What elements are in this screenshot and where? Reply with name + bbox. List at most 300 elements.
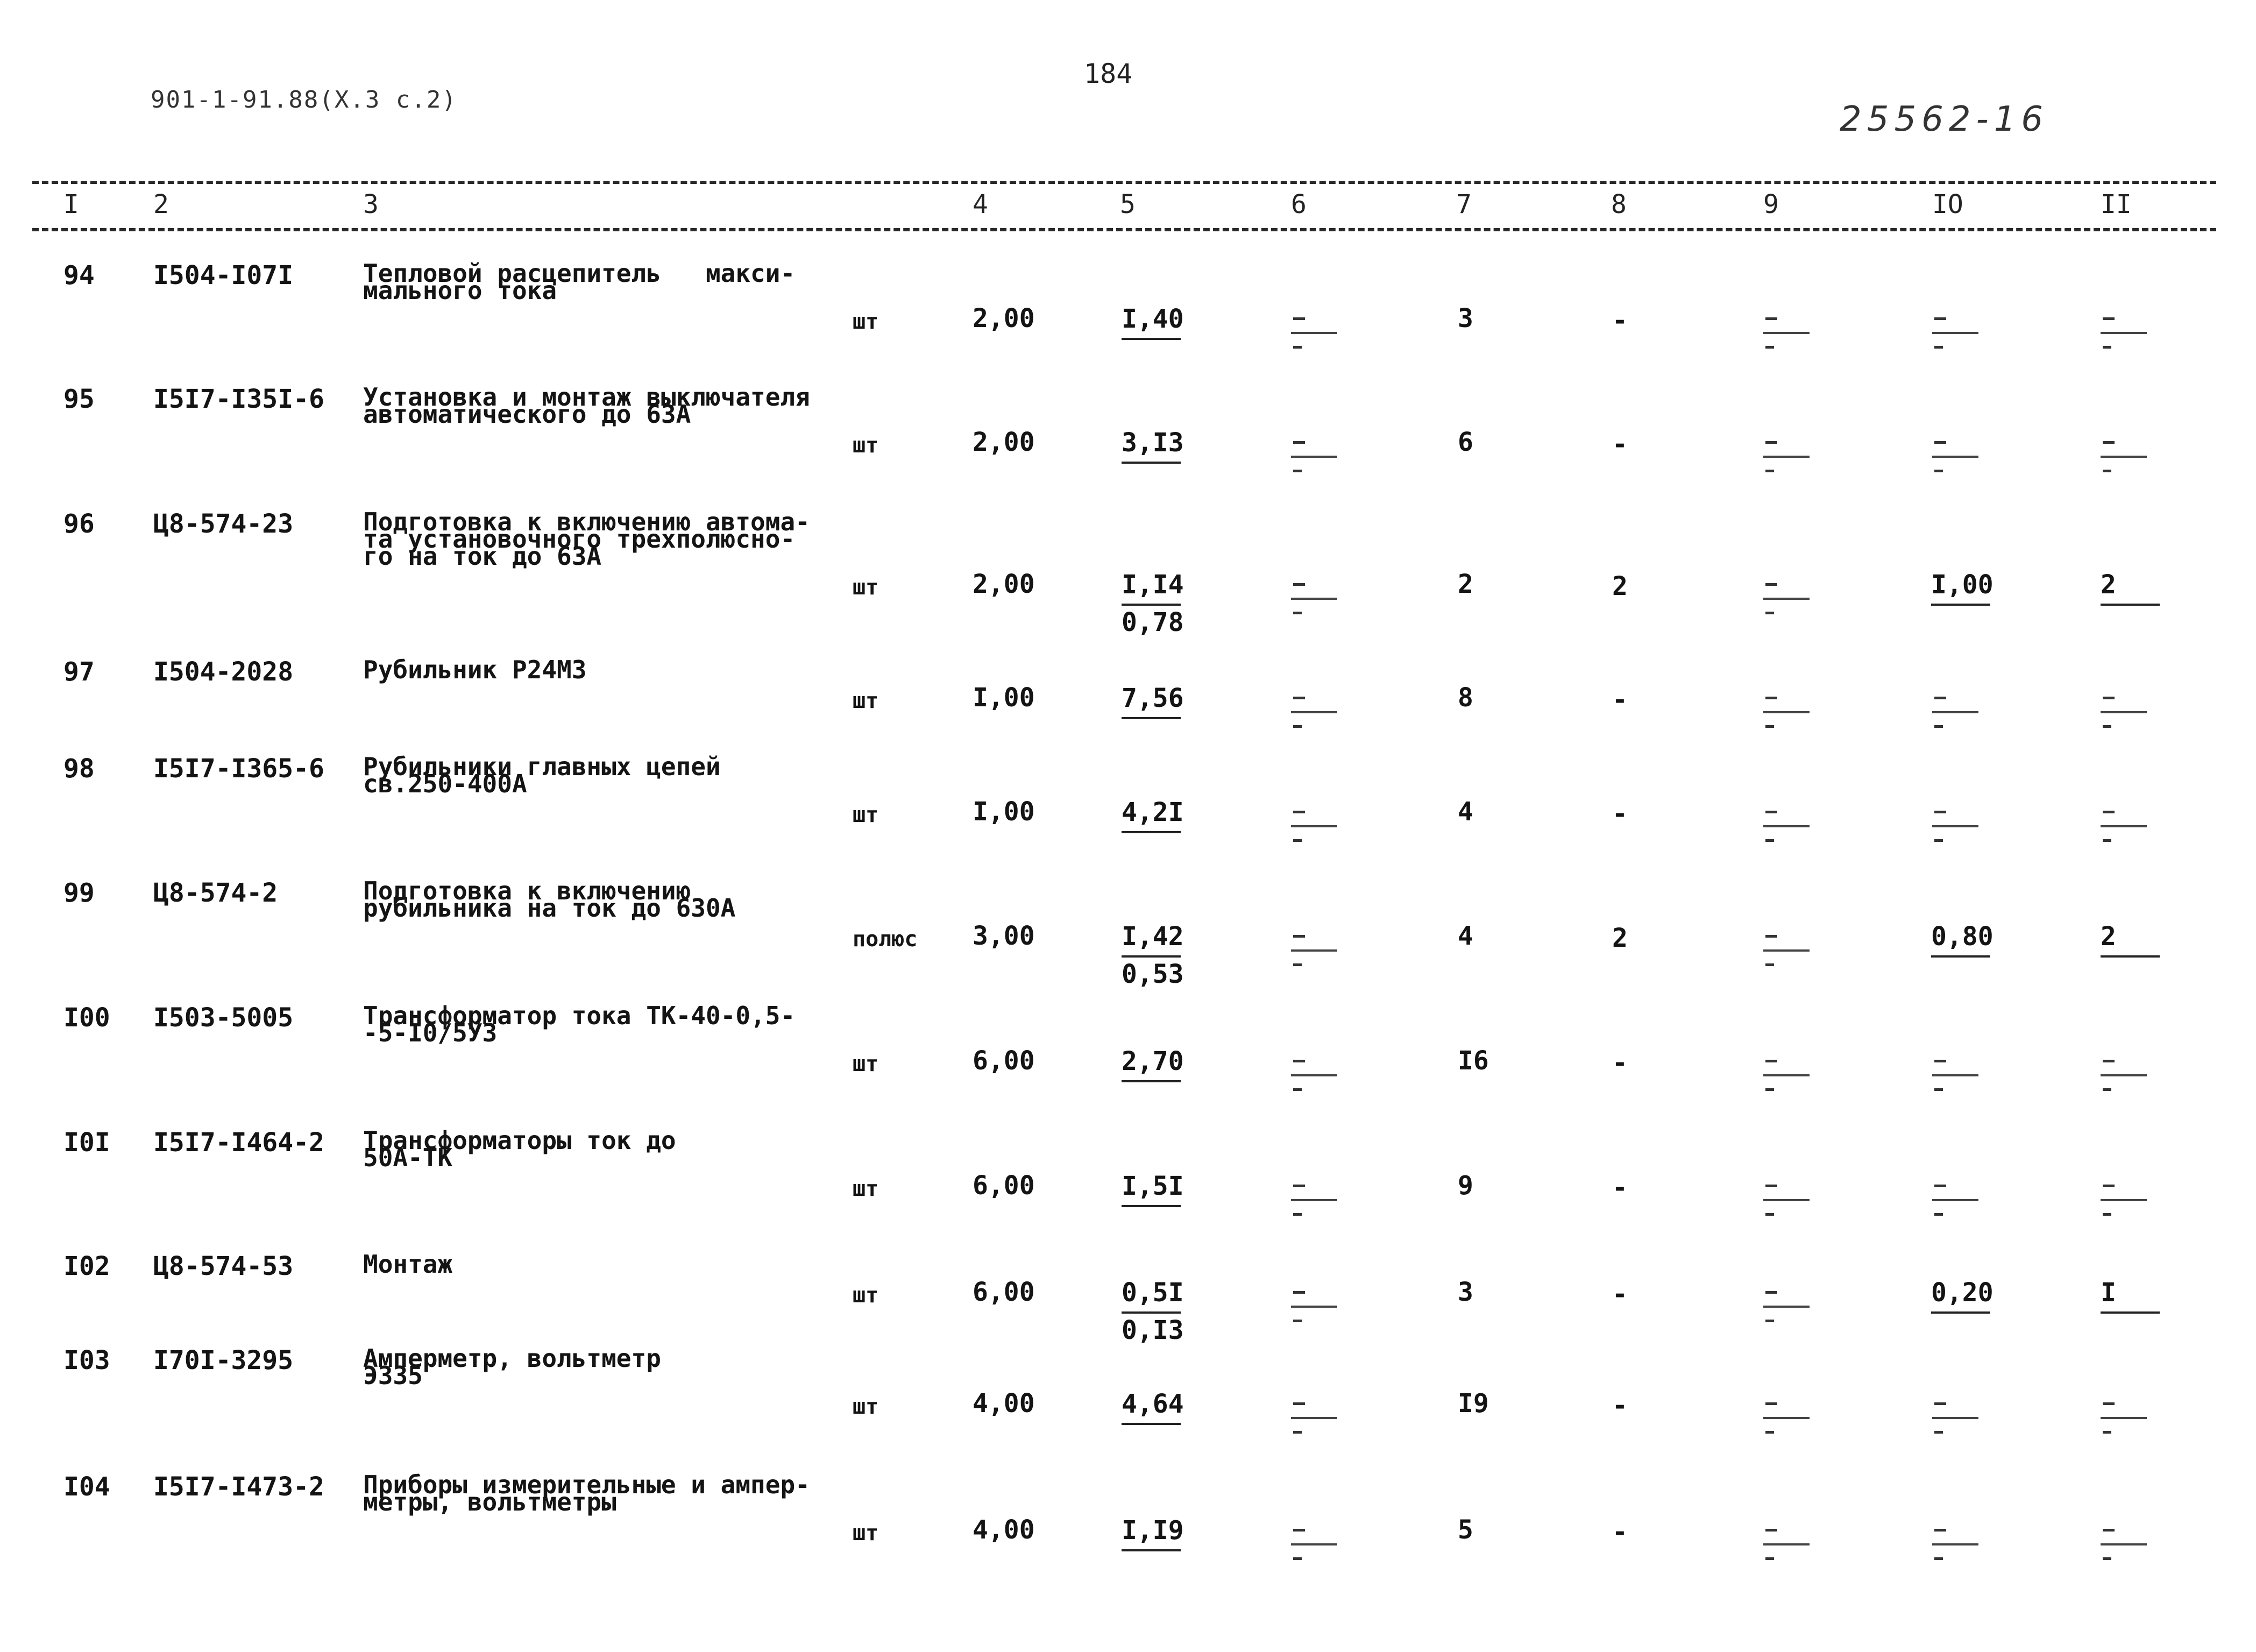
row-col9-marks-bar — [1763, 332, 1810, 334]
row-name: Монтаж — [363, 1250, 453, 1279]
row-col10-marks-bottom — [1934, 346, 1943, 349]
row-col6-marks-bar — [1291, 711, 1337, 713]
row-col5-divider — [1122, 1205, 1181, 1207]
row-col5-denominator — [1122, 722, 1184, 733]
row-col10-marks — [1932, 811, 1981, 842]
row-col11-marks-top — [2103, 1185, 2115, 1187]
row-code: I5I7-I365-6 — [153, 754, 324, 784]
row-col9-marks-bottom — [1765, 1431, 1774, 1434]
row-col11-marks-top — [2103, 317, 2115, 320]
row-col7: I6 — [1458, 1046, 1489, 1076]
row-col10-marks-bar — [1932, 456, 1978, 458]
archive-stamp: 25562-16 — [1840, 100, 2049, 139]
row-col10-denominator — [1931, 609, 1993, 620]
row-col11-marks-bottom — [2103, 346, 2111, 349]
row-col6-marks-top — [1293, 1529, 1305, 1532]
row-col9-marks — [1763, 935, 1812, 966]
row-col10-marks — [1932, 317, 1981, 349]
row-col5-numerator: 3,I3 — [1122, 428, 1184, 458]
row-quantity: 3,00 — [973, 921, 1035, 951]
row-col11-marks-bar — [2101, 1543, 2147, 1545]
column-header-6: 6 — [1291, 189, 1307, 219]
row-col5-divider — [1122, 1080, 1181, 1082]
row-col10 — [1931, 923, 1993, 972]
row-col6-marks-top — [1293, 441, 1305, 444]
row-quantity: 2,00 — [973, 427, 1035, 457]
row-col5-denominator: 0,78 — [1122, 607, 1184, 637]
row-col6-marks-bar — [1291, 949, 1337, 952]
row-col5-divider — [1122, 717, 1181, 719]
row-col10-marks — [1932, 697, 1981, 728]
row-col10-marks-bottom — [1934, 1088, 1943, 1091]
row-col10-marks-bottom — [1934, 839, 1943, 842]
row-col6-marks-bottom — [1293, 839, 1302, 842]
row-col5 — [1122, 306, 1184, 354]
row-col10-marks-bottom — [1934, 1431, 1943, 1434]
column-header-1: I — [63, 189, 79, 219]
row-col5-numerator: I,I9 — [1122, 1515, 1184, 1545]
column-header-11: II — [2101, 189, 2132, 219]
row-col9-marks — [1763, 1402, 1812, 1434]
row-number: I04 — [63, 1472, 110, 1502]
column-header-7: 7 — [1456, 189, 1472, 219]
row-col11-marks-bar — [2101, 825, 2147, 827]
row-col9-marks-bar — [1763, 1199, 1810, 1201]
row-col10-marks-top — [1934, 317, 1946, 320]
row-col6-marks — [1291, 935, 1339, 966]
row-col8: - — [1612, 1391, 1628, 1421]
row-col11-marks-bottom — [2103, 1431, 2111, 1434]
row-unit: шт — [853, 689, 879, 713]
row-col11-marks — [2101, 441, 2149, 472]
row-col5 — [1122, 429, 1184, 478]
row-code: I5I7-I464-2 — [153, 1128, 324, 1158]
row-col5-numerator: I,40 — [1122, 304, 1184, 334]
row-col11-marks-bottom — [2103, 1088, 2111, 1091]
row-col5-numerator: 4,64 — [1122, 1389, 1184, 1419]
row-col10-numerator: I,00 — [1931, 570, 1993, 600]
page-number: 184 — [1084, 58, 1133, 89]
row-col11 — [2101, 923, 2160, 972]
row-col9-marks-top — [1765, 697, 1777, 699]
row-col8: 2 — [1612, 923, 1628, 953]
row-col7: 4 — [1458, 797, 1473, 827]
row-col9-marks — [1763, 811, 1812, 842]
row-col11-marks-bar — [2101, 1074, 2147, 1076]
row-col9-marks — [1763, 1185, 1812, 1216]
row-col6-marks-top — [1293, 1402, 1305, 1405]
row-col8: 2 — [1612, 571, 1628, 601]
row-col6-marks-bottom — [1293, 470, 1302, 472]
row-col9-marks-bottom — [1765, 1557, 1774, 1560]
row-col11-marks-bar — [2101, 332, 2147, 334]
row-col11-numerator: 2 — [2101, 570, 2116, 600]
row-col6-marks-bottom — [1293, 1431, 1302, 1434]
row-unit: шт — [853, 1394, 879, 1419]
row-col6-marks-bar — [1291, 825, 1337, 827]
row-name: Подготовка к включению автома- та установочного трехполюсно- го на ток до 63А — [363, 507, 810, 571]
row-col11-marks-bottom — [2103, 839, 2111, 842]
row-col9-marks — [1763, 441, 1812, 472]
row-col5-numerator: 4,2I — [1122, 797, 1184, 827]
row-col5-denominator: 0,I3 — [1122, 1315, 1184, 1345]
row-name: Амперметр, вольтметр Э335 — [363, 1344, 661, 1390]
row-col10-numerator: 0,20 — [1931, 1278, 1993, 1308]
row-col6-marks-bar — [1291, 598, 1337, 600]
row-col11-marks — [2101, 697, 2149, 728]
row-col5-divider — [1122, 831, 1181, 833]
row-col10-marks-bottom — [1934, 470, 1943, 472]
row-col7: 5 — [1458, 1515, 1473, 1545]
row-col11-denominator — [2101, 609, 2160, 620]
row-name: Приборы измерительные и ампер- метры, вольтметры — [363, 1470, 810, 1516]
row-col11-marks — [2101, 811, 2149, 842]
row-col11-divider — [2101, 604, 2160, 606]
row-quantity: 6,00 — [973, 1277, 1035, 1307]
row-col10-marks-bar — [1932, 1199, 1978, 1201]
row-col10-marks-bottom — [1934, 1213, 1943, 1216]
row-col5-denominator — [1122, 1555, 1184, 1565]
row-col11-denominator — [2101, 961, 2160, 972]
row-col8: - — [1612, 799, 1628, 829]
row-col5-divider — [1122, 338, 1181, 340]
row-col5 — [1122, 1517, 1184, 1565]
row-col5 — [1122, 1279, 1184, 1344]
row-name: Тепловой расцепитель макси- мального тока — [363, 259, 796, 305]
row-col11-marks-top — [2103, 1060, 2115, 1062]
row-col9-marks — [1763, 1060, 1812, 1091]
row-col11-marks-bar — [2101, 1417, 2147, 1419]
row-col6-marks-top — [1293, 317, 1305, 320]
row-number: 97 — [63, 657, 95, 687]
row-unit: шт — [853, 575, 879, 600]
row-name: Установка и монтаж выключателя автоматического до 63А — [363, 382, 810, 429]
row-col11-marks-top — [2103, 1529, 2115, 1532]
row-col9-marks-top — [1765, 1529, 1777, 1532]
row-quantity: 2,00 — [973, 303, 1035, 334]
row-col11-marks-bottom — [2103, 1557, 2111, 1560]
row-col7: 3 — [1458, 1277, 1473, 1307]
row-col6-marks — [1291, 583, 1339, 614]
row-col11-numerator: 2 — [2101, 921, 2116, 952]
row-col5-numerator: I,42 — [1122, 921, 1184, 952]
row-col6-marks — [1291, 1291, 1339, 1322]
row-col10 — [1931, 571, 1993, 620]
row-unit: шт — [853, 1521, 879, 1545]
header-rule-bottom — [32, 228, 2216, 231]
row-col5-numerator: 0,5I — [1122, 1278, 1184, 1308]
row-col6-marks-bar — [1291, 1199, 1337, 1201]
row-col9-marks-top — [1765, 811, 1777, 813]
row-col10-marks-bar — [1932, 1074, 1978, 1076]
row-col10-marks-bar — [1932, 1417, 1978, 1419]
column-header-2: 2 — [153, 189, 169, 219]
row-col9-marks-top — [1765, 1291, 1777, 1294]
row-col5 — [1122, 923, 1184, 988]
row-col6-marks-bottom — [1293, 346, 1302, 349]
row-col6-marks-bar — [1291, 332, 1337, 334]
row-col9-marks — [1763, 697, 1812, 728]
row-col10-marks-bar — [1932, 332, 1978, 334]
row-col10-divider — [1931, 955, 1990, 958]
row-col6-marks — [1291, 1402, 1339, 1434]
header-rule-top — [32, 181, 2216, 184]
row-col7: 9 — [1458, 1171, 1473, 1201]
row-col5-denominator — [1122, 467, 1184, 478]
row-col11-marks-bar — [2101, 1199, 2147, 1201]
row-col9-marks-bottom — [1765, 963, 1774, 966]
row-col10-divider — [1931, 1311, 1990, 1314]
row-code: I5I7-I35I-6 — [153, 384, 324, 414]
row-col6-marks-top — [1293, 1185, 1305, 1187]
row-name: Подготовка к включению рубильника на ток до 630А — [363, 876, 736, 923]
row-col6-marks-top — [1293, 1291, 1305, 1294]
row-col6-marks-bar — [1291, 1543, 1337, 1545]
row-col11-marks-bar — [2101, 711, 2147, 713]
row-col9-marks-bottom — [1765, 470, 1774, 472]
row-unit: шт — [853, 1176, 879, 1201]
row-col10-marks-top — [1934, 1060, 1946, 1062]
row-col5-divider — [1122, 462, 1181, 464]
row-col9-marks-top — [1765, 1402, 1777, 1405]
row-col9-marks-bar — [1763, 1417, 1810, 1419]
row-col9-marks — [1763, 1291, 1812, 1322]
row-col9-marks-bar — [1763, 825, 1810, 827]
row-col6-marks — [1291, 811, 1339, 842]
row-number: 94 — [63, 260, 95, 290]
row-col11-marks-top — [2103, 441, 2115, 444]
row-col9-marks-top — [1765, 1060, 1777, 1062]
row-number: 98 — [63, 754, 95, 784]
row-col6-marks-bar — [1291, 456, 1337, 458]
row-col5-divider — [1122, 1423, 1181, 1425]
row-col11-marks-bottom — [2103, 725, 2111, 728]
row-unit: шт — [853, 1052, 879, 1076]
row-col9-marks-bottom — [1765, 725, 1774, 728]
row-col9-marks-bottom — [1765, 1088, 1774, 1091]
row-col10-marks-top — [1934, 1185, 1946, 1187]
row-col6-marks-top — [1293, 811, 1305, 813]
row-col6-marks-bar — [1291, 1417, 1337, 1419]
row-col9-marks-bottom — [1765, 1213, 1774, 1216]
row-col11-marks — [2101, 1060, 2149, 1091]
row-col5-divider — [1122, 1311, 1181, 1314]
row-col10-marks — [1932, 1402, 1981, 1434]
column-header-3: 3 — [363, 189, 379, 219]
row-col9-marks-top — [1765, 1185, 1777, 1187]
row-col5-denominator — [1122, 836, 1184, 847]
row-col10-marks — [1932, 1185, 1981, 1216]
row-col8: - — [1612, 306, 1628, 336]
row-name: Трансформатор тока ТК-40-0,5- -5-I0/5У3 — [363, 1001, 796, 1047]
row-col6-marks — [1291, 1185, 1339, 1216]
row-col5-numerator: 2,70 — [1122, 1046, 1184, 1076]
row-col6-marks-bottom — [1293, 963, 1302, 966]
row-col5-denominator — [1122, 1086, 1184, 1096]
row-col11-marks-bottom — [2103, 1213, 2111, 1216]
column-header-8: 8 — [1611, 189, 1627, 219]
row-number: I03 — [63, 1345, 110, 1376]
row-col5-denominator: 0,53 — [1122, 959, 1184, 989]
row-col6-marks — [1291, 1060, 1339, 1091]
row-col7: 3 — [1458, 303, 1473, 334]
row-col6-marks-top — [1293, 1060, 1305, 1062]
row-quantity: 4,00 — [973, 1388, 1035, 1419]
row-col10-denominator — [1931, 1317, 1993, 1328]
row-col9-marks-bar — [1763, 598, 1810, 600]
row-col9-marks-top — [1765, 583, 1777, 586]
row-col7: 6 — [1458, 427, 1473, 457]
row-col5 — [1122, 685, 1184, 733]
row-col10-marks — [1932, 1060, 1981, 1091]
column-header-4: 4 — [973, 189, 988, 219]
row-col9-marks-top — [1765, 317, 1777, 320]
row-col10-marks-top — [1934, 1529, 1946, 1532]
row-col11-numerator: I — [2101, 1278, 2116, 1308]
row-quantity: I,00 — [973, 797, 1035, 827]
row-col8: - — [1612, 1279, 1628, 1309]
row-col9-marks — [1763, 1529, 1812, 1560]
row-col9-marks-top — [1765, 935, 1777, 938]
row-col5-denominator — [1122, 1210, 1184, 1221]
row-col7: I9 — [1458, 1388, 1489, 1419]
row-col9-marks-bar — [1763, 949, 1810, 952]
row-unit: шт — [853, 433, 879, 458]
row-col11-marks-top — [2103, 697, 2115, 699]
row-col11-marks — [2101, 1529, 2149, 1560]
row-col10 — [1931, 1279, 1993, 1328]
row-quantity: 6,00 — [973, 1046, 1035, 1076]
row-col6-marks — [1291, 317, 1339, 349]
row-col8: - — [1612, 429, 1628, 459]
row-col11-marks-top — [2103, 1402, 2115, 1405]
row-col9-marks-bar — [1763, 1074, 1810, 1076]
row-col11-divider — [2101, 1311, 2160, 1314]
column-header-5: 5 — [1120, 189, 1136, 219]
row-col9-marks-bar — [1763, 456, 1810, 458]
row-col6-marks — [1291, 441, 1339, 472]
row-quantity: I,00 — [973, 683, 1035, 713]
row-col10-divider — [1931, 604, 1990, 606]
row-col5 — [1122, 799, 1184, 847]
row-col10-marks-top — [1934, 811, 1946, 813]
row-code: I5I7-I473-2 — [153, 1472, 324, 1502]
row-col10-marks-top — [1934, 441, 1946, 444]
row-col5-numerator: 7,56 — [1122, 683, 1184, 713]
row-col9-marks-top — [1765, 441, 1777, 444]
row-quantity: 6,00 — [973, 1171, 1035, 1201]
row-number: 99 — [63, 878, 95, 908]
row-col9-marks — [1763, 317, 1812, 349]
row-col7: 8 — [1458, 683, 1473, 713]
row-col5-divider — [1122, 955, 1181, 958]
row-col6-marks-bottom — [1293, 1088, 1302, 1091]
row-col6-marks-bar — [1291, 1306, 1337, 1308]
row-col10-marks-top — [1934, 697, 1946, 699]
column-header-9: 9 — [1763, 189, 1779, 219]
row-col9-marks-bar — [1763, 1306, 1810, 1308]
row-unit: шт — [853, 803, 879, 827]
row-code: Ц8-574-2 — [153, 878, 278, 908]
row-code: Ц8-574-53 — [153, 1251, 294, 1281]
row-col9-marks-bottom — [1765, 612, 1774, 614]
row-col5-numerator: I,I4 — [1122, 570, 1184, 600]
row-col6-marks-bottom — [1293, 1557, 1302, 1560]
row-col10-marks-bottom — [1934, 1557, 1943, 1560]
row-col10-marks-bottom — [1934, 725, 1943, 728]
row-col5 — [1122, 1173, 1184, 1221]
row-col5-denominator — [1122, 343, 1184, 354]
row-unit: шт — [853, 1283, 879, 1308]
row-unit: полюс — [853, 927, 918, 952]
row-col9-marks-bar — [1763, 711, 1810, 713]
row-number: I0I — [63, 1128, 110, 1158]
row-col10-denominator — [1931, 961, 1993, 972]
row-col7: 2 — [1458, 569, 1473, 599]
row-code: I503-5005 — [153, 1003, 294, 1033]
row-col6-marks-bottom — [1293, 1213, 1302, 1216]
row-name: Рубильник Р24М3 — [363, 655, 587, 684]
row-col9-marks-bar — [1763, 1543, 1810, 1545]
row-col10-marks-bar — [1932, 711, 1978, 713]
row-col11-marks-bottom — [2103, 470, 2111, 472]
row-col11-divider — [2101, 955, 2160, 958]
row-number: 95 — [63, 384, 95, 414]
row-col8: - — [1612, 1173, 1628, 1203]
row-code: I504-I07I — [153, 260, 294, 290]
row-code: Ц8-574-23 — [153, 509, 294, 539]
row-col6-marks-top — [1293, 697, 1305, 699]
row-col5 — [1122, 1391, 1184, 1439]
row-col9-marks-bottom — [1765, 839, 1774, 842]
row-col11-marks — [2101, 317, 2149, 349]
row-col5-numerator: I,5I — [1122, 1171, 1184, 1201]
row-number: 96 — [63, 509, 95, 539]
row-col6-marks-bottom — [1293, 725, 1302, 728]
row-col6-marks-bar — [1291, 1074, 1337, 1076]
row-col6-marks — [1291, 1529, 1339, 1560]
row-col5-divider — [1122, 1549, 1181, 1551]
row-col6-marks — [1291, 697, 1339, 728]
row-col11-marks-bar — [2101, 456, 2147, 458]
row-col8: - — [1612, 685, 1628, 715]
row-col11 — [2101, 571, 2160, 620]
row-code: I504-2028 — [153, 657, 294, 687]
column-header-10: IO — [1932, 189, 1963, 219]
row-col9-marks-bottom — [1765, 346, 1774, 349]
row-col6-marks-top — [1293, 583, 1305, 586]
row-col9-marks — [1763, 583, 1812, 614]
row-col5 — [1122, 571, 1184, 636]
row-col6-marks-bottom — [1293, 1320, 1302, 1322]
row-name: Рубильники главных цепей св.250-400А — [363, 752, 721, 798]
row-col9-marks-bottom — [1765, 1320, 1774, 1322]
row-unit: шт — [853, 309, 879, 334]
row-number: I02 — [63, 1251, 110, 1281]
row-number: I00 — [63, 1003, 110, 1033]
row-col10-marks-top — [1934, 1402, 1946, 1405]
row-quantity: 2,00 — [973, 569, 1035, 599]
row-col11-marks — [2101, 1402, 2149, 1434]
row-code: I70I-3295 — [153, 1345, 294, 1376]
row-col10-marks — [1932, 1529, 1981, 1560]
row-col8: - — [1612, 1048, 1628, 1078]
row-col8: - — [1612, 1517, 1628, 1547]
row-col10-marks-bar — [1932, 1543, 1978, 1545]
row-col11-marks — [2101, 1185, 2149, 1216]
document-code: 901-1-91.88(X.3 c.2) — [151, 86, 457, 114]
row-name: Трансформаторы ток до 50А-ТК — [363, 1126, 676, 1172]
